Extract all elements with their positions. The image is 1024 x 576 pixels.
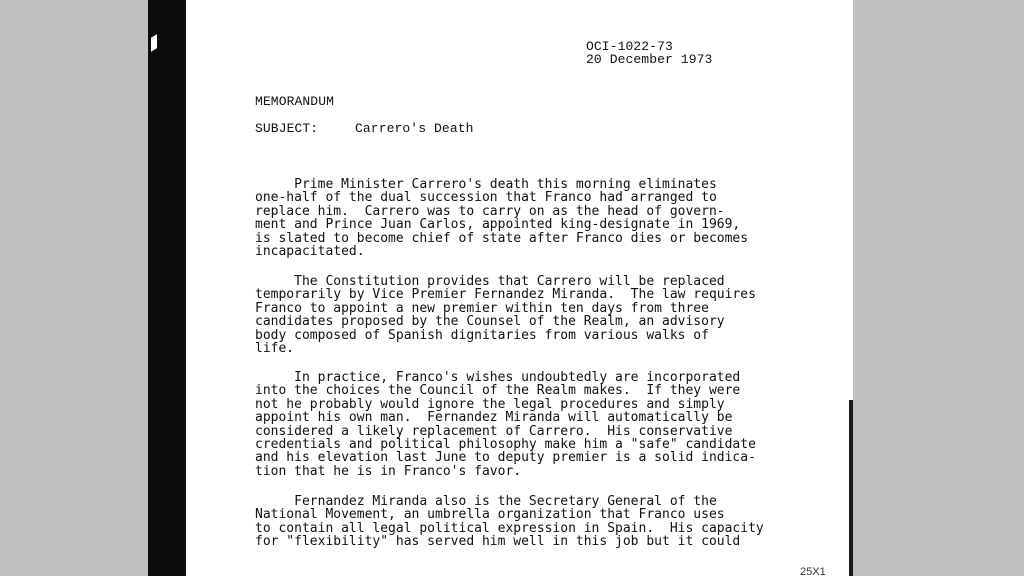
footer-mark: 25X1 xyxy=(800,566,826,576)
viewer-background-right xyxy=(853,0,1024,576)
document-page xyxy=(148,0,853,576)
document-date: 20 December 1973 xyxy=(586,52,713,67)
paragraph-4: Fernandez Miranda also is the Secretary General of the National Movement, an umbrella organization that Franco uses to contain all legal political expression in Spain. His capacity for "flexibility" has served him well in this job but it could xyxy=(255,494,764,550)
subject-label: SUBJECT: xyxy=(255,121,319,136)
paragraph-2: The Constitution provides that Carrero will be replaced temporarily by Vice Premier Fernandez Miranda. The law requires Franco to appoint a new premier within ten days from three candidates proposed by the Counsel of the Realm, an advisory body composed of Spanish dignitaries from various walks of life. xyxy=(255,274,756,357)
document-type: MEMORANDUM xyxy=(255,94,335,109)
scan-notch xyxy=(151,34,157,51)
scan-border-right xyxy=(849,400,853,576)
subject-value: Carrero's Death xyxy=(355,121,474,136)
paragraph-1: Prime Minister Carrero's death this morning eliminates one-half of the dual succession that Franco had arranged to replace him. Carrero was to carry on as the head of govern- ment and Prince Juan Carlos, appointed king-designate in 1969, is slated to become chief of state after Franco dies or becomes incapacitated. xyxy=(255,177,749,260)
reference-number: OCI-1022-73 xyxy=(586,39,673,54)
viewer-background-left xyxy=(0,0,148,576)
scan-border xyxy=(148,0,186,576)
paragraph-3: In practice, Franco's wishes undoubtedly are incorporated into the choices the Council of the Realm makes. If they were not he probably would ignore the legal procedures and simply appoint his own man. Fernandez Miranda will automatically be considered a likely replacement of Carrero. His conservative credentials and political philosophy make him a "safe" candidate and his elevation last June to deputy premier is a solid indica- tion that he is in Franco's favor. xyxy=(255,370,756,479)
